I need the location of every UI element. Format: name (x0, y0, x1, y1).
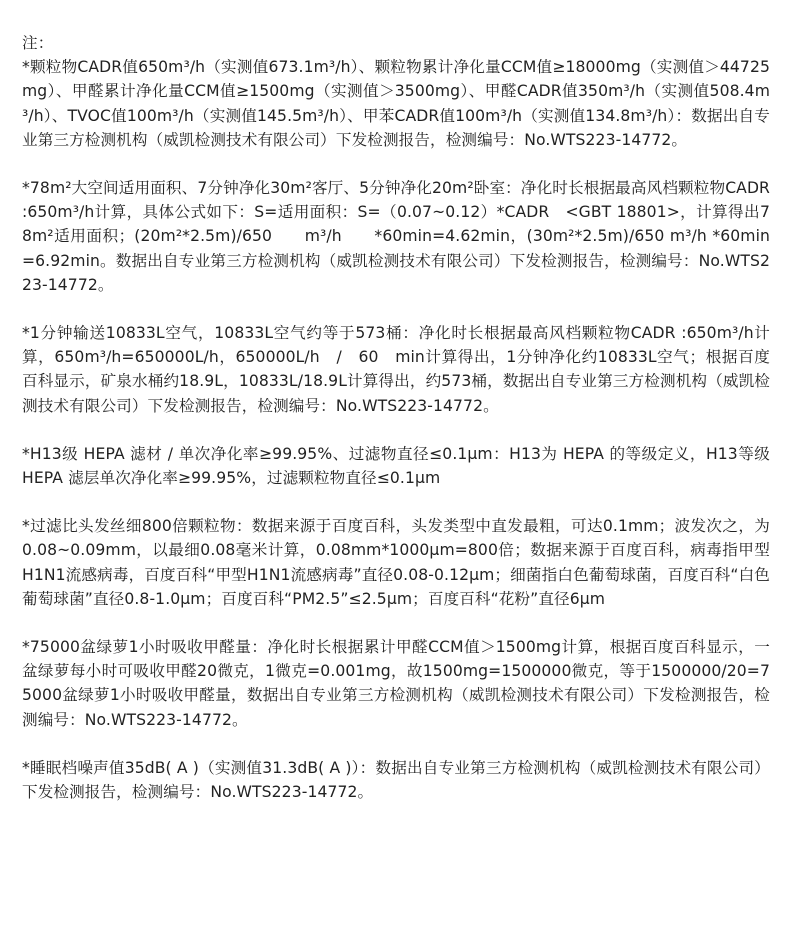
notes-title: 注： (22, 34, 54, 52)
note-air-volume: *1分钟输送10833L空气，10833L空气约等于573桶：净化时长根据最高风档颗粒物CADR :650m³/h计算，650m³/h=650000L/h，650000L/h / 60 min计算得出，1分钟净化约10833L空气；根据百度百科显示，矿泉水桶约18.9L，10833L/18.9L计算得出，约573桶，数据出自专业第三方检测机构（威凯检测技术有限公司）下发检测报告，检测编号：No.WTS223-14772。 (22, 324, 770, 415)
note-hepa-filter: *H13级 HEPA 滤材 / 单次净化率≥99.95%、过滤物直径≤0.1μm：H13为 HEPA 的等级定义，H13等级 HEPA 滤层单次净化率≥99.95%，过滤颗粒物直径≤0.1μm (22, 444, 770, 488)
notes-document (22, 31, 770, 828)
note-pothos-formaldehyde: *75000盆绿萝1小时吸收甲醛量：净化时长根据累计甲醛CCM值＞1500mg计算，根据百度百科显示，一盆绿萝每小时可吸收甲醛20微克，1微克=0.001mg，故1500mg=1500000微克，等于1500000/20=75000盆绿萝1小时吸收甲醛量，数据出自专业第三方检测机构（威凯检测技术有限公司）下发检测报告，检测编号：No.WTS223-14772。 (22, 638, 770, 729)
note-sleep-noise: *睡眠档噪声值35dB( A )（实测值31.3dB( A )）：数据出自专业第三方检测机构（威凯检测技术有限公司）下发检测报告，检测编号：No.WTS223-14772。 (22, 758, 770, 802)
note-particle-size: *过滤比头发丝细800倍颗粒物：数据来源于百度百科，头发类型中直发最粗，可达0.1mm；波发次之，为0.08~0.09mm，以最细0.08毫米计算，0.08mm*1000μm=800倍；数据来源于百度百科，病毒指甲型H1N1流感病毒，百度百科“甲型H1N1流感病毒”直径0.08-0.12μm；细菌指白色葡萄球菌，百度百科“白色葡萄球菌”直径0.8-1.0μm；百度百科“PM2.5”≤2.5μm；百度百科“花粉”直径6μm (22, 517, 770, 608)
note-area-calculation: *78m²大空间适用面积、7分钟净化30m²客厅、5分钟净化20m²卧室：净化时长根据最高风档颗粒物CADR :650m³/h计算，具体公式如下：S=适用面积：S=（0.07~0.12）*CADR <GBT 18801>，计算得出78m²适用面积；(20m²*2.5m)/650 m³/h *60min=4.62min，(30m²*2.5m)/650 m³/h *60min=6.92min。数据出自专业第三方检测机构（威凯检测技术有限公司）下发检测报告，检测编号：No.WTS223-14772。 (22, 179, 770, 294)
note-cadr-ccm: *颗粒物CADR值650m³/h（实测值673.1m³/h）、颗粒物累计净化量CCM值≥18000mg（实测值＞44725mg）、甲醛累计净化量CCM值≥1500mg（实测值＞3500mg）、甲醛CADR值350m³/h（实测值508.4m³/h）、TVOC值100m³/h（实测值145.5m³/h）、甲苯CADR值100m³/h（实测值134.8m³/h）：数据出自专业第三方检测机构（威凯检测技术有限公司）下发检测报告，检测编号：No.WTS223-14772。 (22, 58, 770, 149)
